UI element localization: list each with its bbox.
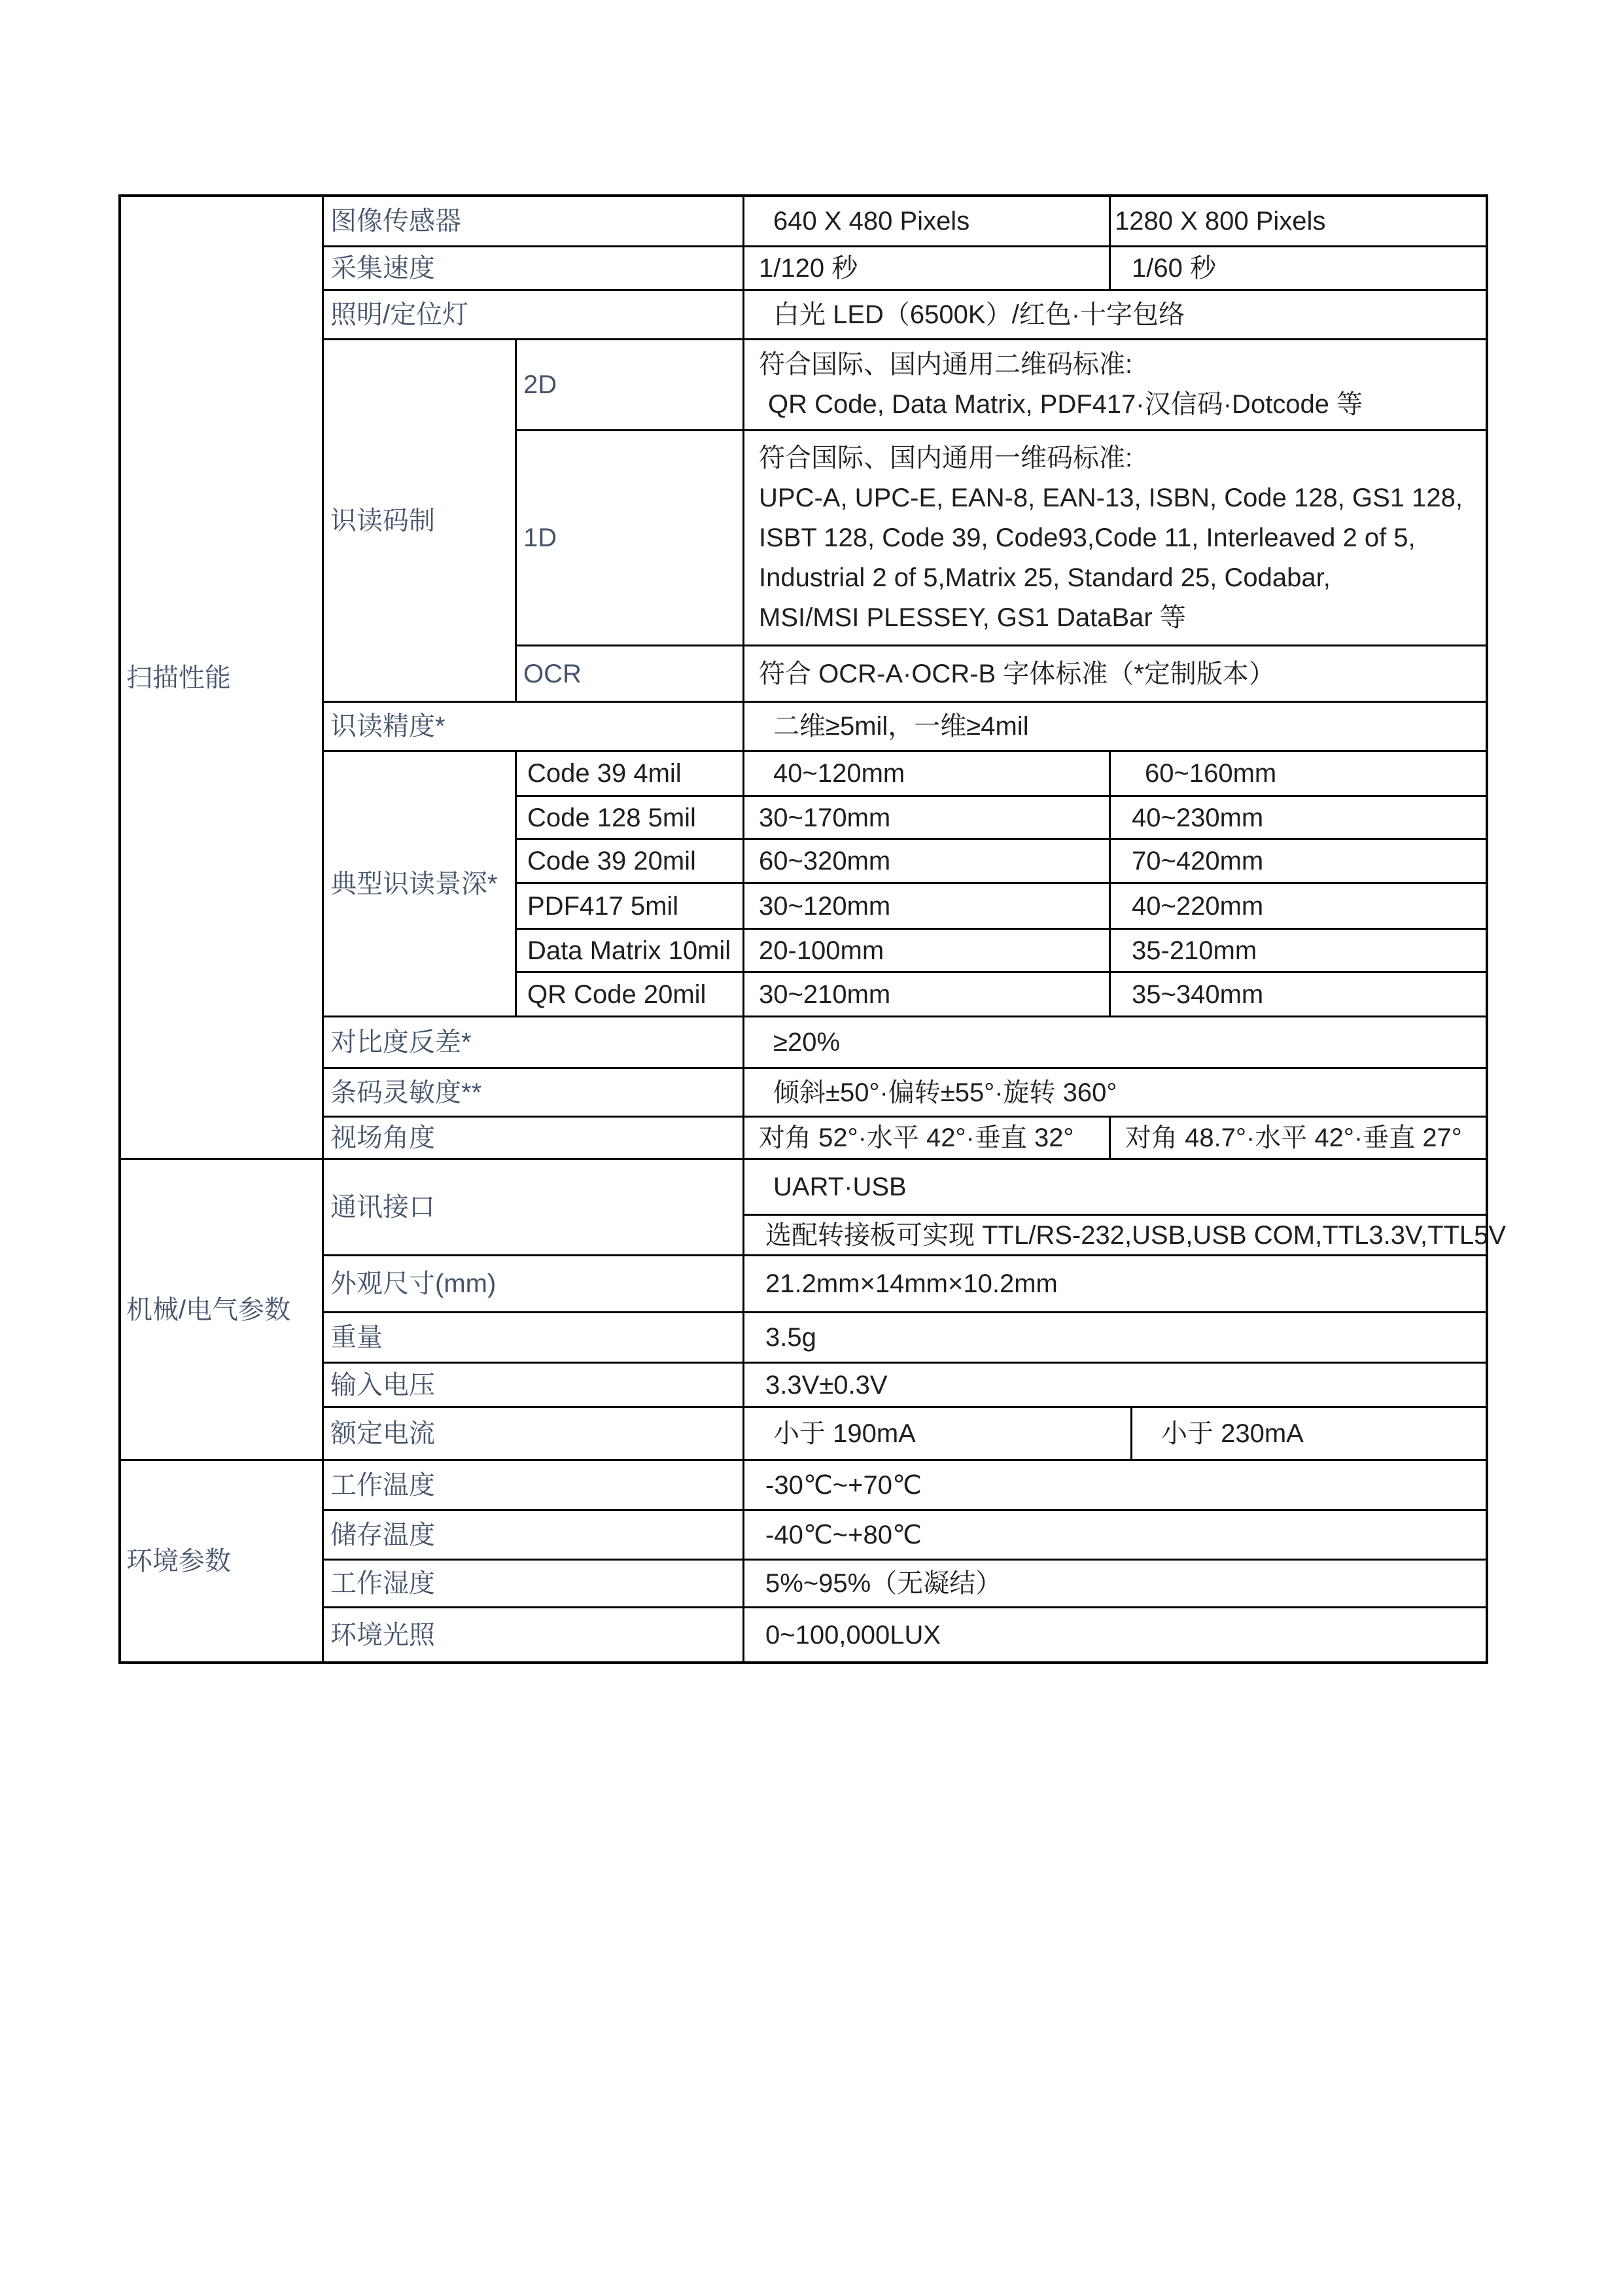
category-mechanical-electrical: 机械/电气参数 bbox=[121, 1160, 324, 1461]
dof-range2-1: 60~160mm bbox=[1111, 752, 1486, 797]
label-comm-interface: 通讯接口 bbox=[324, 1160, 744, 1256]
value-capture-speed-model1: 1/120 秒 bbox=[744, 247, 1111, 291]
value-1d-standards-line-4: Industrial 2 of 5,Matrix 25, Standard 25, Codabar, bbox=[759, 563, 1331, 592]
dof-code-2: Code 128 5mil bbox=[517, 797, 744, 840]
value-tilt-sensitivity: 倾斜±50°·偏转±55°·旋转 360° bbox=[744, 1069, 1486, 1118]
label-field-of-view: 视场角度 bbox=[324, 1118, 744, 1160]
label-read-precision: 识读精度* bbox=[324, 703, 744, 752]
label-rated-current: 额定电流 bbox=[324, 1408, 744, 1461]
value-comm-interface-main: UART·USB bbox=[744, 1160, 1486, 1216]
value-read-precision: 二维≥5mil，一维≥4mil bbox=[744, 703, 1486, 752]
value-storage-temp: -40℃~+80℃ bbox=[744, 1511, 1486, 1561]
dof-range1-2: 30~170mm bbox=[744, 797, 1111, 840]
dof-code-6: QR Code 20mil bbox=[517, 973, 744, 1017]
dof-code-4: PDF417 5mil bbox=[517, 884, 744, 930]
dof-range2-4: 40~220mm bbox=[1111, 884, 1486, 930]
value-2d-standards bbox=[744, 340, 1486, 431]
value-fov-model2: 对角 48.7°·水平 42°·垂直 27° bbox=[1111, 1118, 1486, 1160]
label-ambient-light: 环境光照 bbox=[324, 1608, 744, 1661]
dof-range1-1: 40~120mm bbox=[744, 752, 1111, 797]
value-1d-standards-line-3: ISBT 128, Code 39, Code93,Code 11, Interleaved 2 of 5, bbox=[759, 523, 1416, 552]
value-contrast: ≥20% bbox=[744, 1017, 1486, 1069]
value-weight: 3.5g bbox=[744, 1313, 1486, 1364]
value-input-voltage: 3.3V±0.3V bbox=[744, 1364, 1486, 1408]
label-tilt-sensitivity: 条码灵敏度** bbox=[324, 1069, 744, 1118]
label-capture-speed: 采集速度 bbox=[324, 247, 744, 291]
value-operating-humidity: 5%~95%（无凝结） bbox=[744, 1561, 1486, 1608]
category-scan-performance: 扫描性能 bbox=[121, 197, 324, 1160]
sublabel-ocr: OCR bbox=[517, 646, 744, 703]
dof-code-5: Data Matrix 10mil bbox=[517, 930, 744, 973]
label-image-sensor: 图像传感器 bbox=[324, 197, 744, 247]
label-storage-temp: 储存温度 bbox=[324, 1511, 744, 1561]
value-rated-current-model2: 小于 230mA bbox=[1132, 1408, 1486, 1461]
value-image-sensor-model1: 640 X 480 Pixels bbox=[744, 197, 1111, 247]
dof-range1-5: 20-100mm bbox=[744, 930, 1111, 973]
label-typical-dof: 典型识读景深* bbox=[324, 752, 517, 1017]
dof-code-3: Code 39 20mil bbox=[517, 840, 744, 884]
value-rated-current-model1: 小于 190mA bbox=[744, 1408, 1132, 1461]
dof-range1-4: 30~120mm bbox=[744, 884, 1111, 930]
value-1d-standards bbox=[744, 431, 1486, 646]
dof-range2-2: 40~230mm bbox=[1111, 797, 1486, 840]
label-symbologies: 识读码制 bbox=[324, 340, 517, 703]
dof-code-1: Code 39 4mil bbox=[517, 752, 744, 797]
value-comm-interface-optional: 选配转接板可实现 TTL/RS-232,USB,USB COM,TTL3.3V,TTL5V bbox=[744, 1216, 1486, 1256]
label-operating-temp: 工作温度 bbox=[324, 1461, 744, 1511]
value-2d-standards-line-2: QR Code, Data Matrix, PDF417·汉信码·Dotcode 等 bbox=[768, 390, 1363, 419]
spec-table bbox=[118, 194, 1507, 1664]
value-1d-standards-line-1: 符合国际、国内通用一维码标准: bbox=[759, 443, 1133, 472]
value-capture-speed-model2: 1/60 秒 bbox=[1111, 247, 1486, 291]
label-illumination-aimer: 照明/定位灯 bbox=[324, 291, 744, 340]
value-1d-standards-line-5: MSI/MSI PLESSEY, GS1 DataBar 等 bbox=[759, 603, 1186, 632]
value-operating-temp: -30℃~+70℃ bbox=[744, 1461, 1486, 1511]
dof-range2-3: 70~420mm bbox=[1111, 840, 1486, 884]
dof-range2-5: 35-210mm bbox=[1111, 930, 1486, 973]
label-input-voltage: 输入电压 bbox=[324, 1364, 744, 1408]
category-environment: 环境参数 bbox=[121, 1461, 324, 1661]
dof-range2-6: 35~340mm bbox=[1111, 973, 1486, 1017]
dof-range1-6: 30~210mm bbox=[744, 973, 1111, 1017]
dof-range1-3: 60~320mm bbox=[744, 840, 1111, 884]
value-fov-model1: 对角 52°·水平 42°·垂直 32° bbox=[744, 1118, 1111, 1160]
label-operating-humidity: 工作湿度 bbox=[324, 1561, 744, 1608]
value-dimensions: 21.2mm×14mm×10.2mm bbox=[744, 1256, 1486, 1313]
value-2d-standards-line-1: 符合国际、国内通用二维码标准: bbox=[759, 350, 1133, 379]
value-ambient-light: 0~100,000LUX bbox=[765, 1620, 941, 1650]
label-dimensions: 外观尺寸(mm) bbox=[324, 1256, 744, 1313]
label-weight: 重量 bbox=[324, 1313, 744, 1364]
sublabel-2d: 2D bbox=[517, 340, 744, 431]
sublabel-1d: 1D bbox=[517, 431, 744, 646]
value-1d-standards-line-2: UPC-A, UPC-E, EAN-8, EAN-13, ISBN, Code 128, GS1 128, bbox=[759, 483, 1463, 512]
value-illumination-aimer: 白光 LED（6500K）/红色·十字包络 bbox=[744, 291, 1486, 340]
value-ocr: 符合 OCR-A·OCR-B 字体标准（*定制版本） bbox=[744, 646, 1486, 703]
value-image-sensor-model2: 1280 X 800 Pixels bbox=[1111, 197, 1486, 247]
label-contrast: 对比度反差* bbox=[324, 1017, 744, 1069]
